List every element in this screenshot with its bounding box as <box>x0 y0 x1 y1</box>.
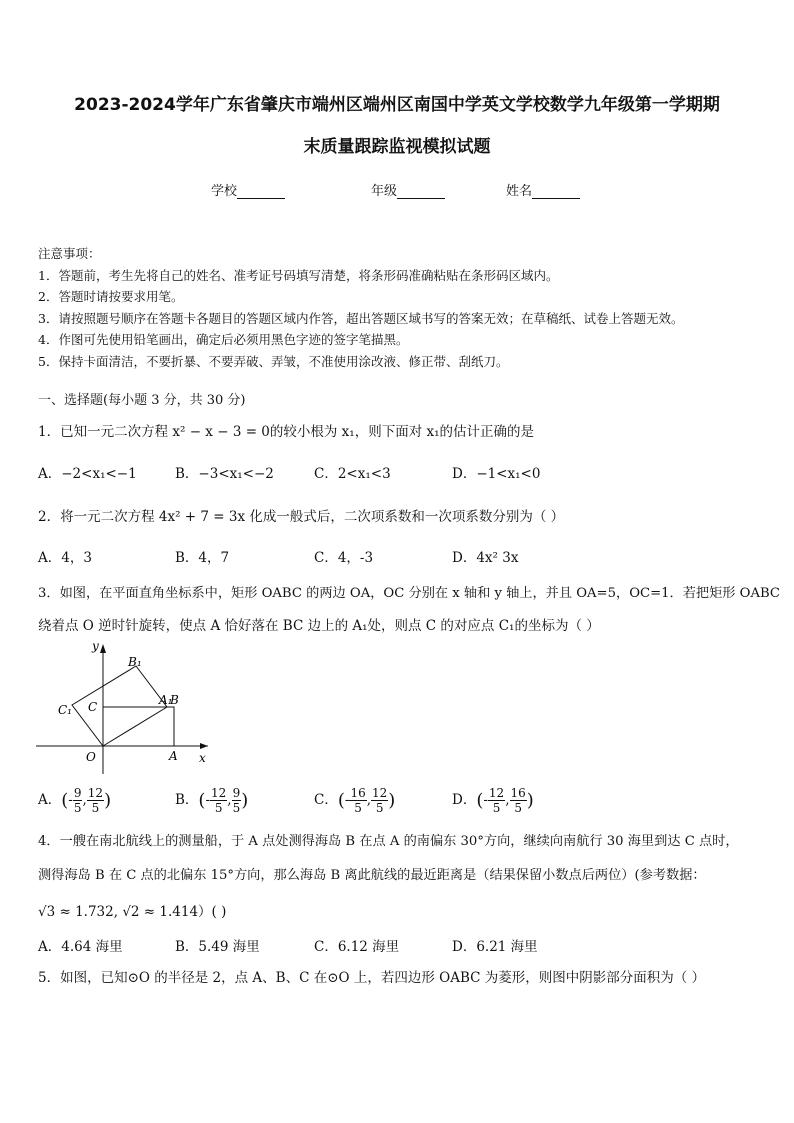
label-c: C <box>88 700 98 714</box>
page-title-line1: 2023-2024学年广东省肇庆市端州区端州区南国中学英文学校数学九年级第一学期期 <box>74 95 720 115</box>
note-item: 2．答题时请按要求用笔。 <box>38 289 184 304</box>
q1-part: 的较小根为 x <box>269 424 350 440</box>
label-b: B <box>170 693 179 707</box>
question-1-stem <box>38 420 534 440</box>
note-item: 5．保持卡面清洁，不要折暴、不要弄破、弄皱，不准使用涂改液、修正带、刮纸刀。 <box>38 353 509 369</box>
fraction <box>210 786 227 815</box>
school-blank <box>237 186 285 199</box>
denominator: 5 <box>232 801 241 815</box>
fraction <box>371 786 388 815</box>
fraction <box>73 786 83 815</box>
paren-close-icon: ) <box>241 790 249 811</box>
question-5-line1: 5．如图，已知⊙O 的半径是 2，点 A、B、C 在⊙O 上，若四边形 OABC 为菱形，则图中阴影部分面积为（ ） <box>38 970 706 986</box>
fraction <box>349 786 366 815</box>
q1-part: ₁ <box>434 424 440 440</box>
question-2-stem: 2．将一元二次方程 4x² + 7 = 3x 化成一般式后，二次项系数和一次项系数分别为（ ） <box>38 509 565 525</box>
q3-option-c[interactable]: C．(- $\frac{16}{5}$ , $\frac{12}{5}$ ) <box>314 786 396 815</box>
fraction <box>488 786 505 815</box>
rectangle-oa1b1c1 <box>72 666 167 746</box>
q1-option-c[interactable]: C．2<x₁<3 <box>314 466 391 482</box>
paren-close-icon: ) <box>388 790 396 811</box>
name-blank <box>532 186 580 199</box>
note-item: 3．请按照题号顺序在答题卡各题目的答题区域内作答，超出答题区域书写的答案无效；在草稿纸、试卷上答题无效。 <box>38 310 684 326</box>
q3-option-d[interactable]: D．(- $\frac{12}{5}$ , $\frac{16}{5}$ ) <box>452 786 534 815</box>
q1-option-a[interactable]: A．−2<x₁<−1 <box>38 466 137 482</box>
paren-open-icon: ( <box>61 790 69 811</box>
notes-heading: 注意事项： <box>38 246 101 261</box>
option-letter: C． <box>314 792 338 808</box>
q4-option-d[interactable]: D．6.21 海里 <box>452 939 538 955</box>
denominator: 5 <box>73 801 82 815</box>
q1-part: ₁ <box>349 424 355 440</box>
question-4-line1: 4．一艘在南北航线上的测量船，于 A 点处测得海岛 B 在点 A 的南偏东 30°方向，继续向南航行 30 海里到达 C 点时， <box>38 834 739 849</box>
denominator: 5 <box>492 801 501 815</box>
paren-open-icon: ( <box>476 790 484 811</box>
q3-option-b[interactable]: B．(- $\frac{12}{5}$ , $\frac{9}{5}$ ) <box>175 786 249 815</box>
grade-label: 年级 <box>371 184 398 199</box>
denominator: 5 <box>514 801 522 815</box>
denominator: 5 <box>354 801 362 815</box>
numerator: 12 <box>488 786 505 800</box>
numerator: 16 <box>350 786 366 800</box>
question-3-line1: 3．如图，在平面直角坐标系中，矩形 OABC 的两边 OA，OC 分别在 x 轴和 y 轴上，并且 OA=5，OC=1．若把矩形 OABC <box>38 586 781 601</box>
denominator: 5 <box>214 801 223 815</box>
numerator: 16 <box>510 786 526 800</box>
name-field <box>506 180 580 199</box>
q2-option-a[interactable]: A．4，3 <box>38 550 92 566</box>
rotation-diagram <box>36 636 216 774</box>
school-field <box>211 180 285 199</box>
paren-close-icon: ) <box>526 790 534 811</box>
grade-blank <box>397 186 445 199</box>
numerator: 12 <box>211 786 227 800</box>
label-o: O <box>86 750 96 764</box>
page-title-line2: 末质量跟踪监视模拟试题 <box>303 137 491 157</box>
q1-part: ，则下面对 x <box>354 424 435 440</box>
x-axis-arrow <box>200 743 208 749</box>
q1-option-d[interactable]: D．−1<x₁<0 <box>452 466 541 482</box>
notes <box>38 243 683 372</box>
question-3-line2: 绕着点 O 逆时针旋转，使点 A 恰好落在 BC 边上的 A₁处，则点 C 的对应点 C₁的坐标为（ ） <box>38 618 600 634</box>
q4-option-b[interactable]: B．5.49 海里 <box>175 939 260 955</box>
q1-option-b[interactable]: B．−3<x₁<−2 <box>175 466 274 482</box>
label-b1: B₁ <box>128 655 142 669</box>
denominator: 5 <box>375 801 384 815</box>
q3-option-a[interactable]: A．(- $\frac{9}{5}$ , $\frac{12}{5}$ ) <box>38 786 112 815</box>
numerator: 9 <box>232 786 241 800</box>
numerator: 12 <box>87 786 104 800</box>
q1-part: 的估计正确的是 <box>439 424 535 440</box>
section-heading: 一、选择题(每小题 3 分，共 30 分) <box>38 393 246 408</box>
note-item: 1．答题前，考生先将自己的姓名、准考证号码填写清楚，将条形码准确粘贴在条形码区域内。 <box>38 267 559 283</box>
question-4-line2: 测得海岛 B 在 C 点的北偏东 15°方向，那么海岛 B 离此航线的最近距离是（结果保留小数点后两位）(参考数据： <box>38 868 706 883</box>
label-a1: A₁ <box>159 693 173 707</box>
grade-field <box>371 180 445 199</box>
numerator: 9 <box>73 786 82 800</box>
rectangle-oabc <box>103 707 174 746</box>
q2-option-c[interactable]: C．4，-3 <box>314 550 374 566</box>
numerator: 12 <box>372 786 388 800</box>
q1-part: 1．已知一元二次方程 x <box>38 424 180 440</box>
question-4-line3: √3 ≈ 1.732, √2 ≈ 1.414）( ) <box>38 904 227 920</box>
note-item: 4．作图可先使用铅笔画出，确定后必须用黑色字迹的签字笔描黑。 <box>38 332 409 347</box>
school-label: 学校 <box>211 184 238 199</box>
label-x: x <box>199 751 206 765</box>
option-letter: B． <box>175 792 199 808</box>
label-y: y <box>92 639 99 653</box>
option-letter: A． <box>38 792 62 808</box>
fraction <box>510 786 527 815</box>
y-axis-arrow <box>100 644 106 653</box>
label-c1: C₁ <box>58 703 72 717</box>
paren-open-icon: ( <box>337 790 345 811</box>
q1-part: ² − x − 3 = 0 <box>180 424 270 440</box>
label-a: A <box>169 749 178 763</box>
fraction <box>232 786 242 815</box>
q2-option-b[interactable]: B．4，7 <box>175 550 230 566</box>
name-label: 姓名 <box>506 184 533 199</box>
fraction <box>87 786 104 815</box>
option-letter: D． <box>452 792 477 808</box>
q2-option-d[interactable]: D．4x² 3x <box>452 550 519 566</box>
paren-open-icon: ( <box>198 790 206 811</box>
q4-option-a[interactable]: A．4.64 海里 <box>38 939 123 955</box>
denominator: 5 <box>91 801 100 815</box>
q4-option-c[interactable]: C．6.12 海里 <box>314 939 400 955</box>
paren-close-icon: ) <box>104 790 112 811</box>
